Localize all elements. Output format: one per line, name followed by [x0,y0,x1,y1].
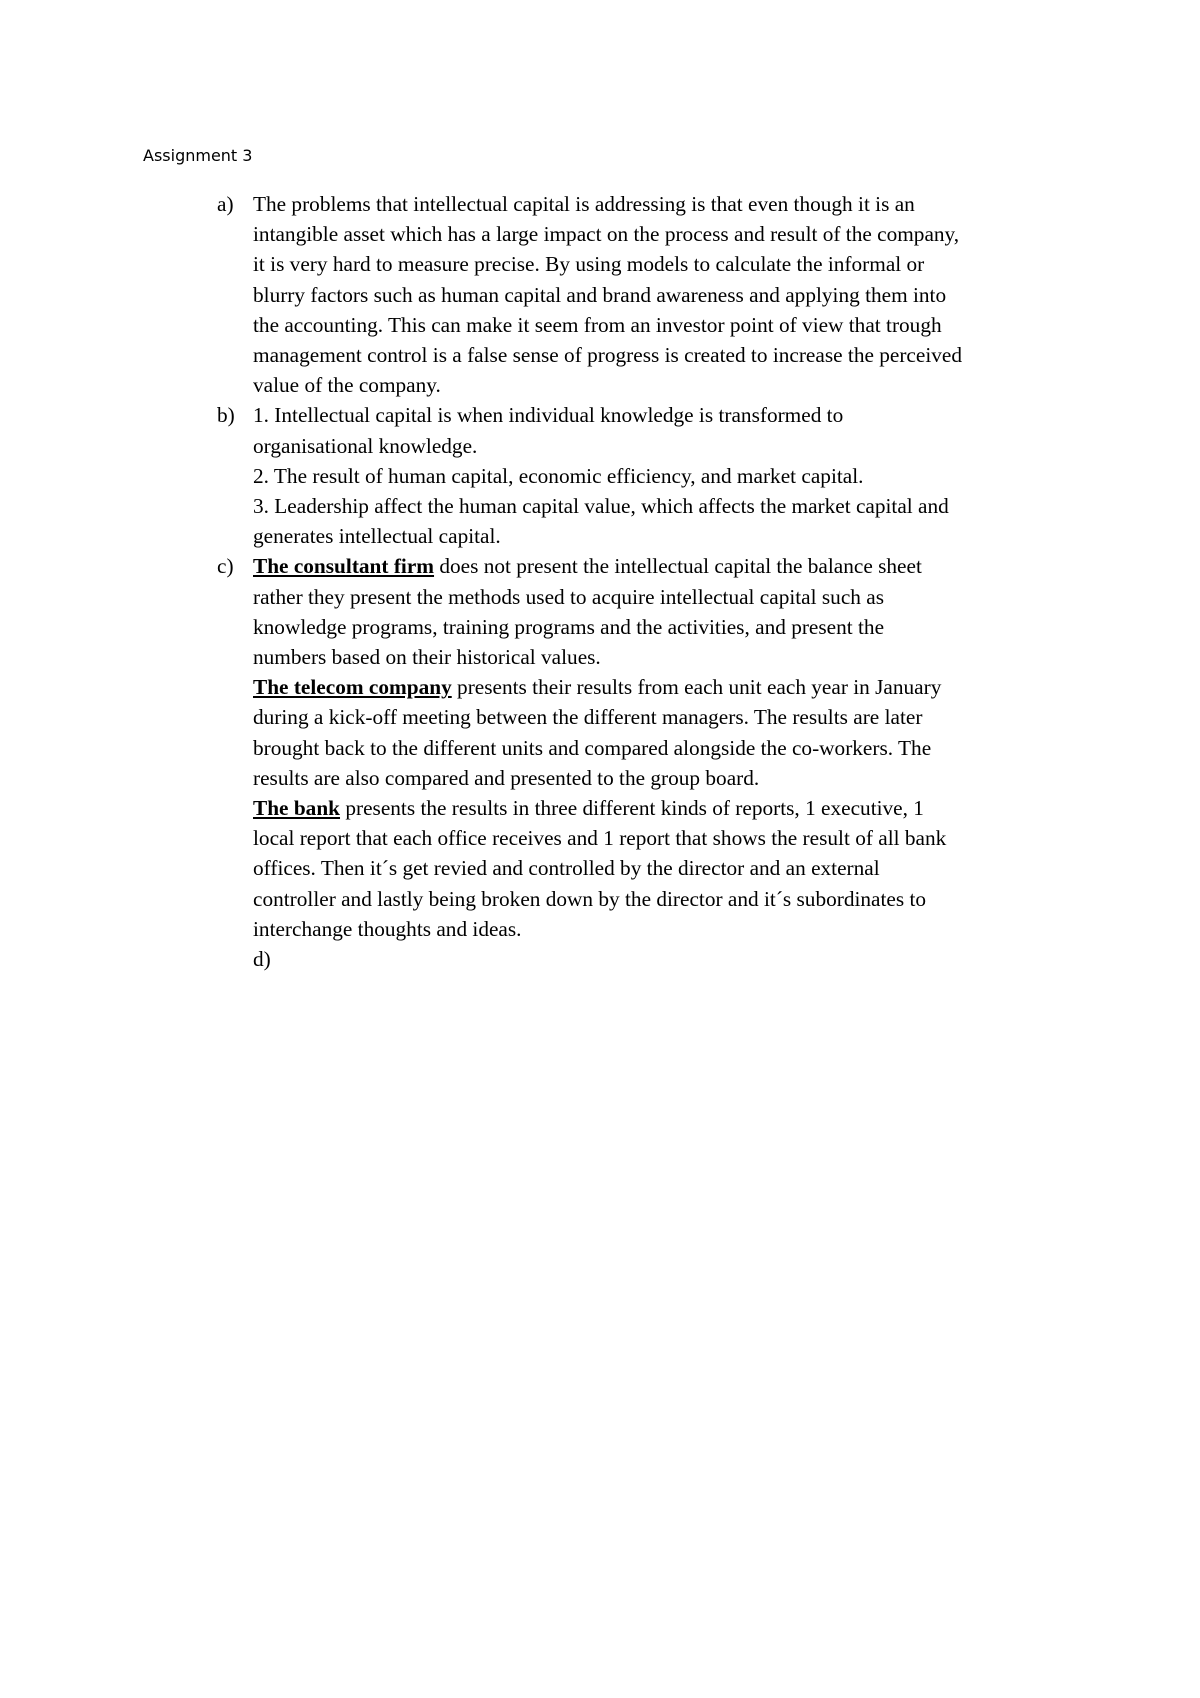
answer-text [253,551,1073,974]
answer-item-c [0,551,1200,974]
consultant-firm-paragraph [253,551,1073,672]
text-line: 2. The result of human capital, economic efficiency, and market capital. [253,463,864,488]
text-line [253,793,1073,823]
answer-text [253,400,1073,551]
text-line: interchange thoughts and ideas. [253,916,522,941]
answer-item-a [0,189,1200,400]
text-line: rather they present the methods used to acquire intellectual capital such as [253,584,884,609]
text-line [253,551,1073,581]
text-line: brought back to the different units and compared alongside the co-workers. The [253,735,932,760]
text-line: blurry factors such as human capital and brand awareness and applying them into [253,282,947,307]
list-marker: c) [217,554,234,579]
text-line: numbers based on their historical values. [253,645,601,670]
text-line: value of the company. [253,373,441,398]
text-line: management control is a false sense of progress is created to increase the perceived [253,343,963,368]
bank-heading: The bank [253,796,341,821]
text-line: local report that each office receives and 1 report that shows the result of all bank [253,826,947,851]
list-marker: a) [217,192,234,216]
text-line: it is very hard to measure precise. By using models to calculate the informal or [253,252,925,277]
telecom-company-paragraph [253,672,1073,793]
text-line: offices. Then it´s get revied and controlled by the director and an external [253,856,880,881]
text-line: results are also compared and presented to the group board. [253,765,760,790]
text-line: the accounting. This can make it seem from an investor point of view that trough [253,312,942,337]
document-title: Assignment 3 [143,146,253,165]
answer-list [0,189,1200,974]
text-segment: presents their results from each unit each year in January [451,675,942,700]
text-line: The problems that intellectual capital is addressing is that even though it is an [253,192,915,216]
telecom-company-heading: The telecom company [253,675,452,700]
list-marker: b) [217,403,235,428]
consultant-firm-heading: The consultant firm [253,554,435,579]
text-segment: presents the results in three different kinds of reports, 1 executive, 1 [340,796,924,821]
text-line: 3. Leadership affect the human capital value, which affects the market capital and [253,494,949,519]
text-line: generates intellectual capital. [253,524,501,549]
answer-item-b [0,400,1200,551]
text-segment: does not present the intellectual capital the balance sheet [434,554,922,579]
text-line [253,672,1073,702]
list-marker-d: d) [253,947,271,972]
text-line: 1. Intellectual capital is when individual knowledge is transformed to [253,403,844,428]
text-line: intangible asset which has a large impact on the process and result of the company, [253,222,960,247]
text-line: controller and lastly being broken down by the director and it´s subordinates to [253,886,927,911]
text-line: during a kick-off meeting between the different managers. The results are later [253,705,923,730]
bank-paragraph [253,793,1073,944]
text-line: knowledge programs, training programs and the activities, and present the [253,614,885,639]
text-line: organisational knowledge. [253,433,478,458]
answer-text [253,189,1073,400]
